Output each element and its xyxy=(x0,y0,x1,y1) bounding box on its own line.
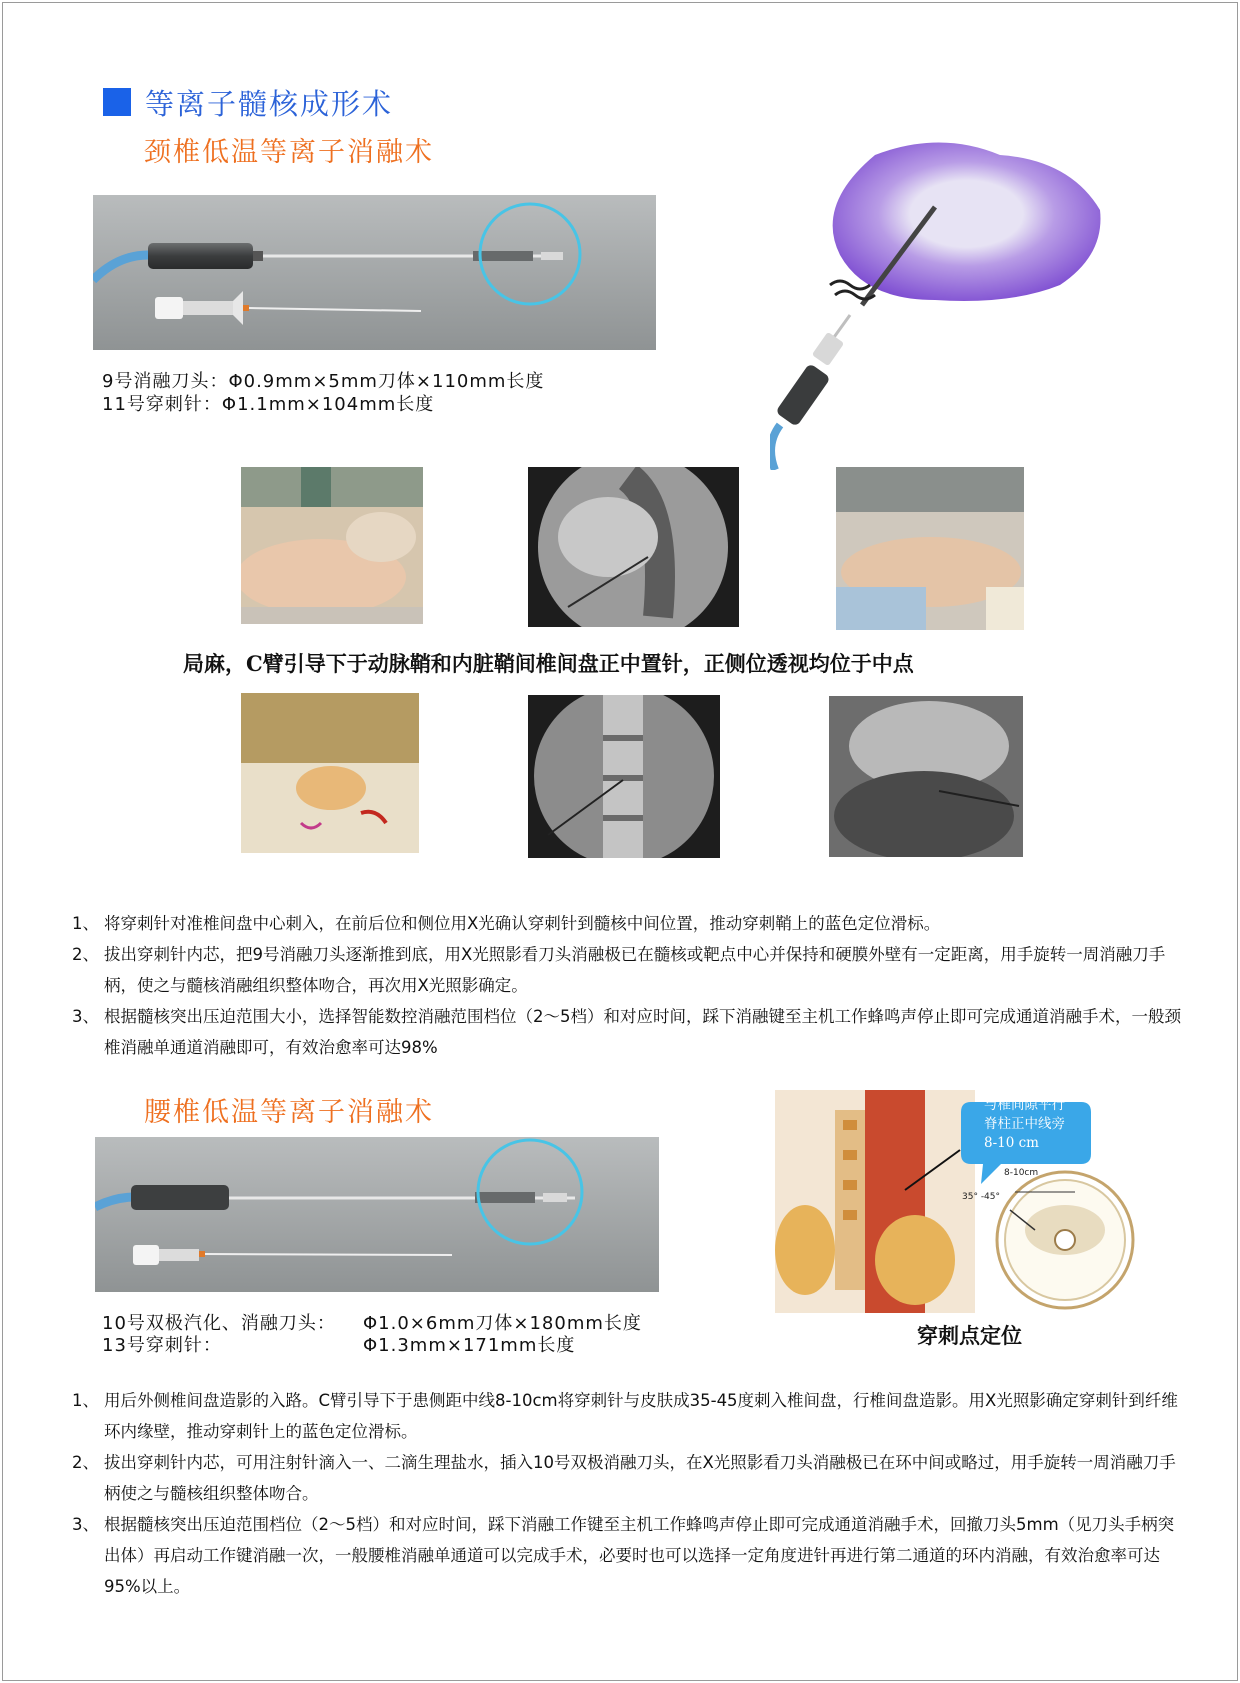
lumbar-step-1: 1、 用后外侧椎间盘造影的入路。C臂引导下于患侧距中线8-10cm将穿刺针与皮肤成35-45度刺入椎间盘，行椎间盘造影。用X光照影确定穿刺针到纤维环内缘壁，推动穿刺针上的蓝色定位滑标。 xyxy=(72,1391,1178,1441)
patient-position-photo-2 xyxy=(836,467,1024,630)
anatomy-caption: 穿刺点定位 xyxy=(917,1323,1022,1348)
lumbar-spec-2-label: 13号穿刺针： xyxy=(102,1335,222,1356)
anatomy-callout xyxy=(984,1096,1065,1153)
cervical-instrument-photo xyxy=(93,195,656,350)
lumbar-instrument-photo xyxy=(95,1137,659,1292)
lumbar-step-3: 3、 根据髓核突出压迫范围档位（2～5档）和对应时间，踩下消融工作键至主机工作蜂鸣声停止即可完成通道消融手术，回撤刀头5mm（见刀头手柄突出体）再启动工作键消融一次，一般腰椎消融单通道可以完成手术，必要时也可以选择一定角度进针再进行第二通道的环内消融，有效治愈率可达95%以上。 xyxy=(72,1515,1175,1596)
title-square-icon xyxy=(103,88,131,116)
lumbar-step-2: 2、 拔出穿刺针内芯，可用注射针滴入一、二滴生理盐水，插入10号双极消融刀头，在X光照影看刀头消融极已在环中间或略过，用手旋转一周消融刀手柄使之与髓核组织整体吻合。 xyxy=(72,1453,1176,1503)
cervical-step-1: 1、 将穿刺针对准椎间盘中心刺入，在前后位和侧位用X光确认穿刺针到髓核中间位置，推动穿刺鞘上的蓝色定位滑标。 xyxy=(72,914,941,933)
lumbar-spec-2-value: Φ1.3mm×171mm长度 xyxy=(363,1335,576,1356)
cervical-step-3: 3、 根据髓核突出压迫范围大小，选择智能数控消融范围档位（2～5档）和对应时间，踩下消融键至主机工作蜂鸣声停止即可完成通道消融手术，一般颈椎消融单通道消融即可，有效治愈率可达98% xyxy=(72,1007,1181,1057)
disc-needle-illustration xyxy=(770,135,1110,470)
lumbar-subtitle: 腰椎低温等离子消融术 xyxy=(144,1097,434,1128)
main-title xyxy=(103,80,393,124)
anatomy-angle-label: 35° -45° xyxy=(962,1192,1001,1202)
lumbar-steps xyxy=(72,1385,1182,1602)
lumbar-spec-1-label: 10号双极汽化、消融刀头： xyxy=(102,1313,336,1334)
cervical-steps xyxy=(72,908,1182,1063)
cervical-subtitle: 颈椎低温等离子消融术 xyxy=(144,137,434,168)
cervical-step-2: 2、 拔出穿刺针内芯，把9号消融刀头逐渐推到底，用X光照影看刀头消融极已在髓核或靶点中心并保持和硬膜外壁有一定距离，用手旋转一周消融刀手柄，使之与髓核消融组织整体吻合，再次用X光照影确定。 xyxy=(72,945,1166,995)
cervical-spec-1: 9号消融刀头：Φ0.9mm×5mm刀体×110mm长度 xyxy=(102,371,545,392)
main-title-text: 等离子髓核成形术 xyxy=(145,86,394,121)
cervical-xray-lateral-1 xyxy=(528,467,739,627)
surgical-site-photo xyxy=(241,693,419,853)
anatomy-callout-line-3: 8-10 cm xyxy=(984,1135,1039,1151)
cervical-xray-lateral-2 xyxy=(829,696,1023,857)
cervical-spec-2: 11号穿刺针：Φ1.1mm×104mm长度 xyxy=(102,394,435,415)
cervical-xray-ap xyxy=(528,695,720,858)
lumbar-spec-1-value: Φ1.0×6mm刀体×180mm长度 xyxy=(363,1313,642,1334)
anatomy-callout-line-2: 脊柱正中线旁 xyxy=(984,1116,1065,1132)
cervical-photo-caption: 局麻，C臂引导下于动脉鞘和内脏鞘间椎间盘正中置针，正侧位透视均位于中点 xyxy=(183,651,914,676)
anatomy-dim-label: 8-10cm xyxy=(1004,1168,1039,1178)
anatomy-callout-line-1: 与椎间隙平行 xyxy=(984,1097,1065,1113)
patient-position-photo-1 xyxy=(241,467,423,624)
